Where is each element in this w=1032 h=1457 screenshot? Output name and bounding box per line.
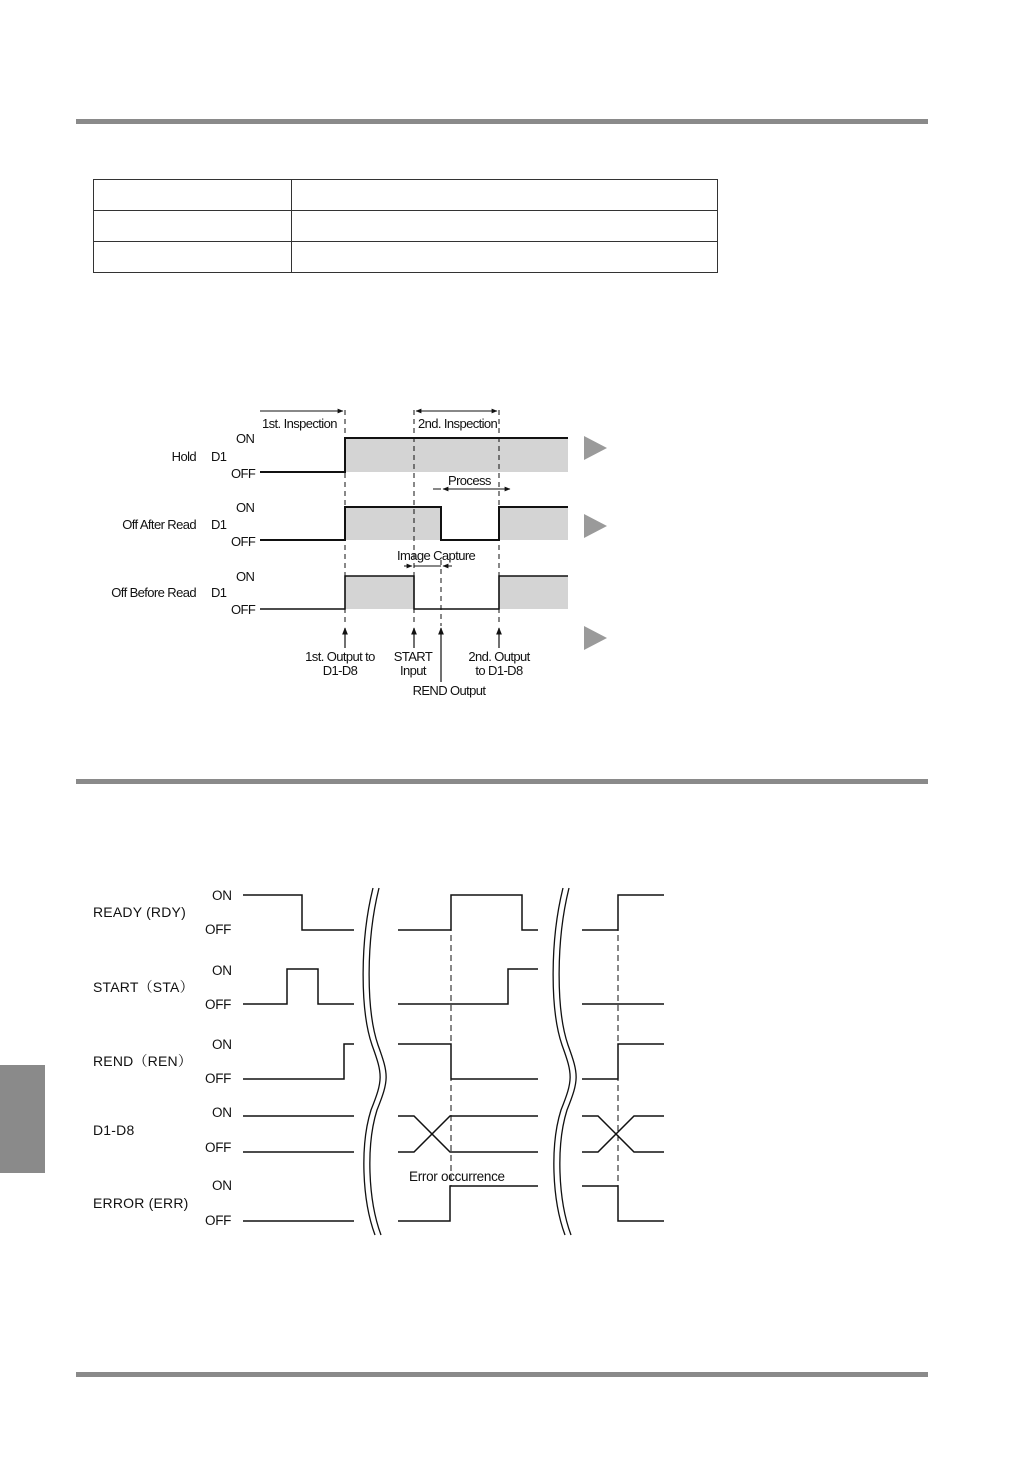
signal-name-error: ERROR (ERR)	[93, 1195, 189, 1211]
off-label: OFF	[231, 466, 256, 481]
start-input-label: Input	[400, 663, 426, 678]
time-break-bracket	[363, 888, 380, 1235]
off-label: OFF	[205, 997, 232, 1012]
mode-label-hold: Hold	[171, 449, 196, 464]
rend-waveform-seg3	[582, 1044, 664, 1079]
on-label: ON	[212, 1178, 232, 1193]
hold-on-region	[345, 438, 568, 472]
first-output-label: 1st. Output to	[305, 649, 375, 664]
signal-name-start: START（STA）	[93, 979, 194, 995]
on-label: ON	[236, 431, 255, 446]
signal-label: D1	[211, 585, 227, 600]
image-capture-label: Image Capture	[397, 548, 476, 563]
triangle-marker-icon	[584, 436, 607, 460]
off-label: OFF	[231, 602, 256, 617]
mode-label-off-before-read: Off Before Read	[111, 585, 196, 600]
off-after-read-second-on-region	[499, 507, 568, 540]
time-break-bracket	[553, 888, 570, 1235]
error-waveform-seg3	[582, 1186, 664, 1221]
triangle-marker-icon	[584, 514, 607, 538]
rend-output-label: REND Output	[412, 683, 486, 698]
start-waveform-seg2	[398, 969, 538, 1004]
first-output-label: D1-D8	[322, 663, 358, 678]
on-label: ON	[212, 1105, 232, 1120]
error-waveform-seg2	[398, 1186, 538, 1221]
off-before-read-second-on-region	[499, 576, 568, 609]
signal-name-ready: READY (RDY)	[93, 904, 186, 920]
off-label: OFF	[205, 1140, 232, 1155]
on-label: ON	[212, 1037, 232, 1052]
on-label: ON	[236, 500, 255, 515]
ready-waveform-seg3	[582, 895, 664, 930]
on-label: ON	[212, 963, 232, 978]
ready-waveform-seg1	[243, 895, 354, 930]
off-after-read-first-on-region	[345, 507, 441, 540]
error-occurrence-label: Error occurrence	[409, 1169, 505, 1184]
rend-waveform-seg2	[398, 1044, 538, 1079]
ready-waveform-seg2	[398, 895, 538, 930]
error-timing-chart	[93, 888, 664, 1235]
second-output-label: 2nd. Output	[468, 649, 530, 664]
signal-name-rend: REND（REN）	[93, 1053, 193, 1069]
on-label: ON	[236, 569, 255, 584]
signal-name-d1-d8: D1-D8	[93, 1122, 135, 1138]
start-input-label: START	[393, 649, 433, 664]
off-label: OFF	[205, 1071, 232, 1086]
triangle-marker-icon	[584, 626, 607, 650]
second-output-label: to D1-D8	[475, 663, 523, 678]
second-inspection-label: 2nd. Inspection	[418, 416, 498, 431]
off-label: OFF	[205, 1213, 232, 1228]
rend-waveform-seg1	[243, 1044, 354, 1079]
first-inspection-label: 1st. Inspection	[262, 416, 337, 431]
d1-d8-transition-c	[582, 1116, 664, 1152]
off-label: OFF	[205, 922, 232, 937]
process-label: Process	[448, 473, 491, 488]
off-before-read-first-on-region	[345, 576, 414, 609]
signal-label: D1	[211, 517, 227, 532]
start-waveform-seg1	[243, 969, 354, 1004]
output-mode-timing-chart	[111, 410, 607, 698]
d1-d8-transition-d	[582, 1116, 664, 1152]
off-label: OFF	[231, 534, 256, 549]
mode-label-off-after-read: Off After Read	[122, 517, 196, 532]
on-label: ON	[212, 888, 232, 903]
signal-label: D1	[211, 449, 227, 464]
